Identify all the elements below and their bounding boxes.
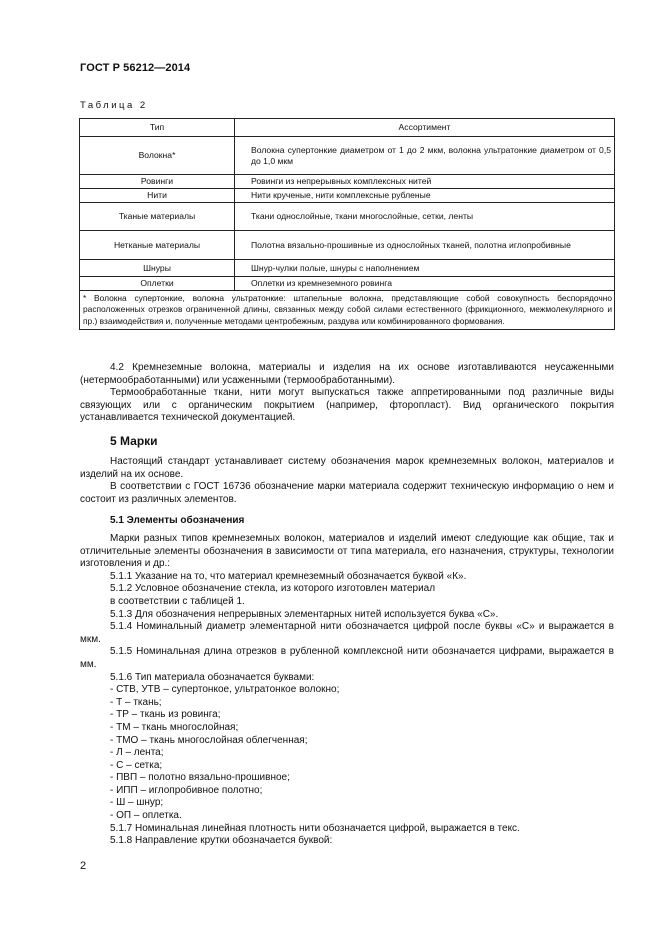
list-item: - ПВП – полотно вязально-прошивное;	[110, 772, 290, 784]
table-row	[80, 175, 615, 189]
item-5-1-4: 5.1.4 Номинальный диаметр элементарной нити обозначается цифрой после буквы «С» и выражается в мкм.	[80, 621, 614, 645]
list-item: - ТР – ткань из ровинга;	[110, 709, 221, 721]
item-5-1-7: 5.1.7 Номинальная линейная плотность нити обозначается цифрой, выражается в текс.	[110, 822, 520, 834]
cell-type: Ровинги	[80, 175, 235, 189]
column-header-type: Тип	[80, 119, 235, 137]
section-5-title: 5 Марки	[110, 434, 158, 448]
list-item: - С – сетка;	[110, 759, 163, 771]
list-item: - СТВ, УТВ – супертонкое, ультратонкое волокно;	[110, 684, 340, 696]
cell-range: Волокна супертонкие диаметром от 1 до 2 мкм, волокна ультратонкие диаметром от 0,5 до 1,0 мкм	[235, 137, 615, 175]
section-5-1-title: 5.1 Элементы обозначения	[110, 515, 245, 526]
item-5-1-2-continued: в соответствии с таблицей 1.	[110, 595, 245, 607]
item-5-1-8: 5.1.8 Направление крутки обозначается буквой:	[110, 835, 333, 847]
cell-range: Ткани однослойные, ткани многослойные, сетки, ленты	[235, 203, 615, 231]
table-row	[80, 137, 615, 175]
section-5-text	[80, 456, 614, 506]
cell-type: Нетканые материалы	[80, 231, 235, 260]
cell-type: Оплетки	[80, 277, 235, 291]
cell-type: Шнуры	[80, 260, 235, 277]
cell-type: Нити	[80, 189, 235, 203]
section-5-1-text	[80, 533, 614, 848]
section-5-paragraph-1: Настоящий стандарт устанавливает систему обозначения марок кремнеземных волокон, материалов и изделий на их основе.	[80, 456, 614, 480]
item-5-1-2: 5.1.2 Условное обозначение стекла, из которого изготовлен материал	[110, 583, 436, 595]
item-5-1-6: 5.1.6 Тип материала обозначается буквами:	[110, 671, 315, 683]
section-4-text	[80, 362, 614, 425]
table-2	[79, 118, 615, 330]
list-item: - ОП – оплетка.	[110, 810, 182, 822]
table-row	[80, 231, 615, 260]
table-footnote: * Волокна супертонкие, волокна ультратонкие: штапельные волокна, представляющие собой совокупность беспорядочно расположенных отрезков ограниченной длины, связанных между собой силами естественного (фрикционного, межмолекулярного и пр.) взаимодействия и, полученные методами центробежным, раздува или комбинированного формования.	[80, 291, 615, 330]
list-item: - Л – лента;	[110, 747, 164, 759]
list-item: - ТМО – ткань многослойная облегченная;	[110, 734, 308, 746]
document-header: ГОСТ Р 56212—2014	[80, 62, 191, 74]
cell-range: Ровинги из непрерывных комплексных нитей	[235, 175, 615, 189]
cell-range: Нити крученые, нити комплексные рубленые	[235, 189, 615, 203]
list-item: - Т – ткань;	[110, 696, 162, 708]
paragraph-thermo: Термообработанные ткани, нити могут выпускаться также аппретированными под различные виды связующих или с органическим покрытием (например, фторопласт). Вид органического покрытия устанавливается технической документацией.	[80, 387, 614, 424]
cell-type: Волокна*	[80, 137, 235, 175]
section-5-1-intro: Марки разных типов кремнеземных волокон, материалов и изделий имеют следующие как общие, так и отличительные элементы обозначения в зависимости от типа материала, его назначения, структуры, технологии изготовления и др.:	[80, 533, 614, 570]
list-item: - Ш – шнур;	[110, 797, 164, 809]
table-row	[80, 260, 615, 277]
table-row	[80, 277, 615, 291]
item-5-1-1: 5.1.1 Указание на то, что материал кремнеземный обозначается буквой «К».	[110, 570, 467, 582]
table-caption: Таблица 2	[80, 100, 148, 111]
list-item: - ТМ – ткань многослойная;	[110, 721, 239, 733]
item-5-1-3: 5.1.3 Для обозначения непрерывных элементарных нитей используется буква «С».	[110, 608, 499, 620]
paragraph-4-2: 4.2 Кремнеземные волокна, материалы и изделия на их основе изготавливаются неусаженными (нетермообработанными) или усаженными (термообработанными).	[80, 362, 614, 386]
section-5-paragraph-2: В соответствии с ГОСТ 16736 обозначение марки материала содержит техническую информацию о нем и состоит из различных элементов.	[80, 481, 614, 505]
item-5-1-5: 5.1.5 Номинальная длина отрезков в рубленной комплексной нити обозначается цифрами, выражается в мм.	[80, 646, 614, 670]
table-row	[80, 189, 615, 203]
cell-type: Тканые материалы	[80, 203, 235, 231]
cell-range: Оплетки из кремнеземного ровинга	[235, 277, 615, 291]
table-row	[80, 203, 615, 231]
cell-range: Шнур-чулки полые, шнуры с наполнением	[235, 260, 615, 277]
cell-range: Полотна вязально-прошивные из однослойных тканей, полотна иглопробивные	[235, 231, 615, 260]
table-footnote-row	[80, 291, 615, 330]
column-header-range: Ассортимент	[235, 119, 615, 137]
list-item: - ИПП – иглопробивное полотно;	[110, 784, 263, 796]
table-header-row	[80, 119, 615, 137]
page-number: 2	[80, 860, 87, 872]
